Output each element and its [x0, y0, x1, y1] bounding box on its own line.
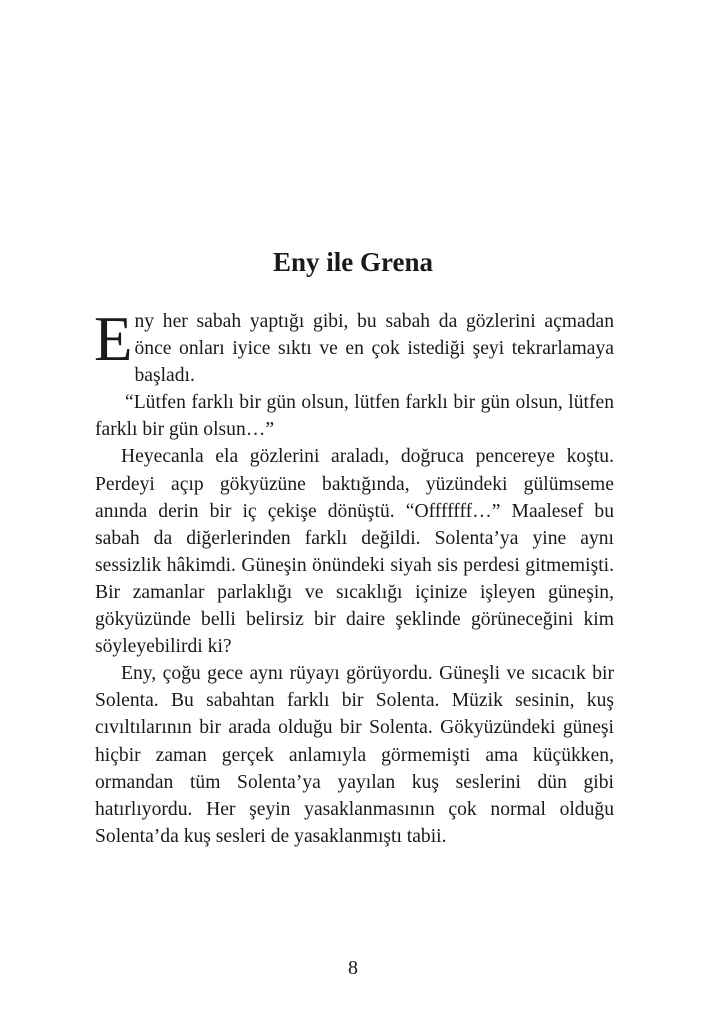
page-number: 8	[348, 957, 358, 979]
chapter-title: Eny ile Grena	[272, 247, 433, 277]
paragraph-quote: “Lütfen farklı bir gün olsun, lütfen farklı bir gün olsun, lütfen farklı bir gün olsun…”	[95, 392, 614, 441]
paragraph: Eny, çoğu gece aynı rüyayı görüyordu. Güneşli ve sıcacık bir Solenta. Bu sabahtan farklı bir Solenta. Müzik sesinin, kuş cıvıltılarının bir arada olduğu bir Solenta. Gökyüzündeki güneşi hiçbir zaman gerçek anlamıyla görmemişti ama küçükken, ormandan tüm Solenta’ya yayılan kuş seslerini dün gibi hatırlıyordu. Her şeyin yasaklanmasının çok normal olduğu Solenta’da kuş sesleri de yasaklanmıştı tabii.	[95, 663, 614, 847]
paragraph: Heyecanla ela gözlerini araladı, doğruca pencereye koştu. Perdeyi açıp gökyüzüne baktığında, yüzündeki gülümseme anında derin bir iç çekişe dönüştü. “Offfffff…” Maalesef bu sabah da diğerlerinden farklı değildi. Solenta’ya yine aynı sessizlik hâkimdi. Güneşin önündeki siyah sis perdesi gitmemişti. Bir zamanlar parlaklığı ve sıcaklığı içinize işleyen güneşin, gökyüzünde belli belirsiz bir daire şeklinde görüneceğini kim söyleyebilirdi ki?	[95, 446, 614, 658]
paragraph-opening	[94, 304, 614, 389]
chapter-body	[94, 304, 614, 850]
drop-cap: E	[94, 304, 133, 374]
paragraph-text: ny her sabah yaptığı gibi, bu sabah da gözlerini açmadan önce onları iyice sıktı ve en çok istediği şeyi tekrarlamaya başladı.	[134, 311, 614, 387]
